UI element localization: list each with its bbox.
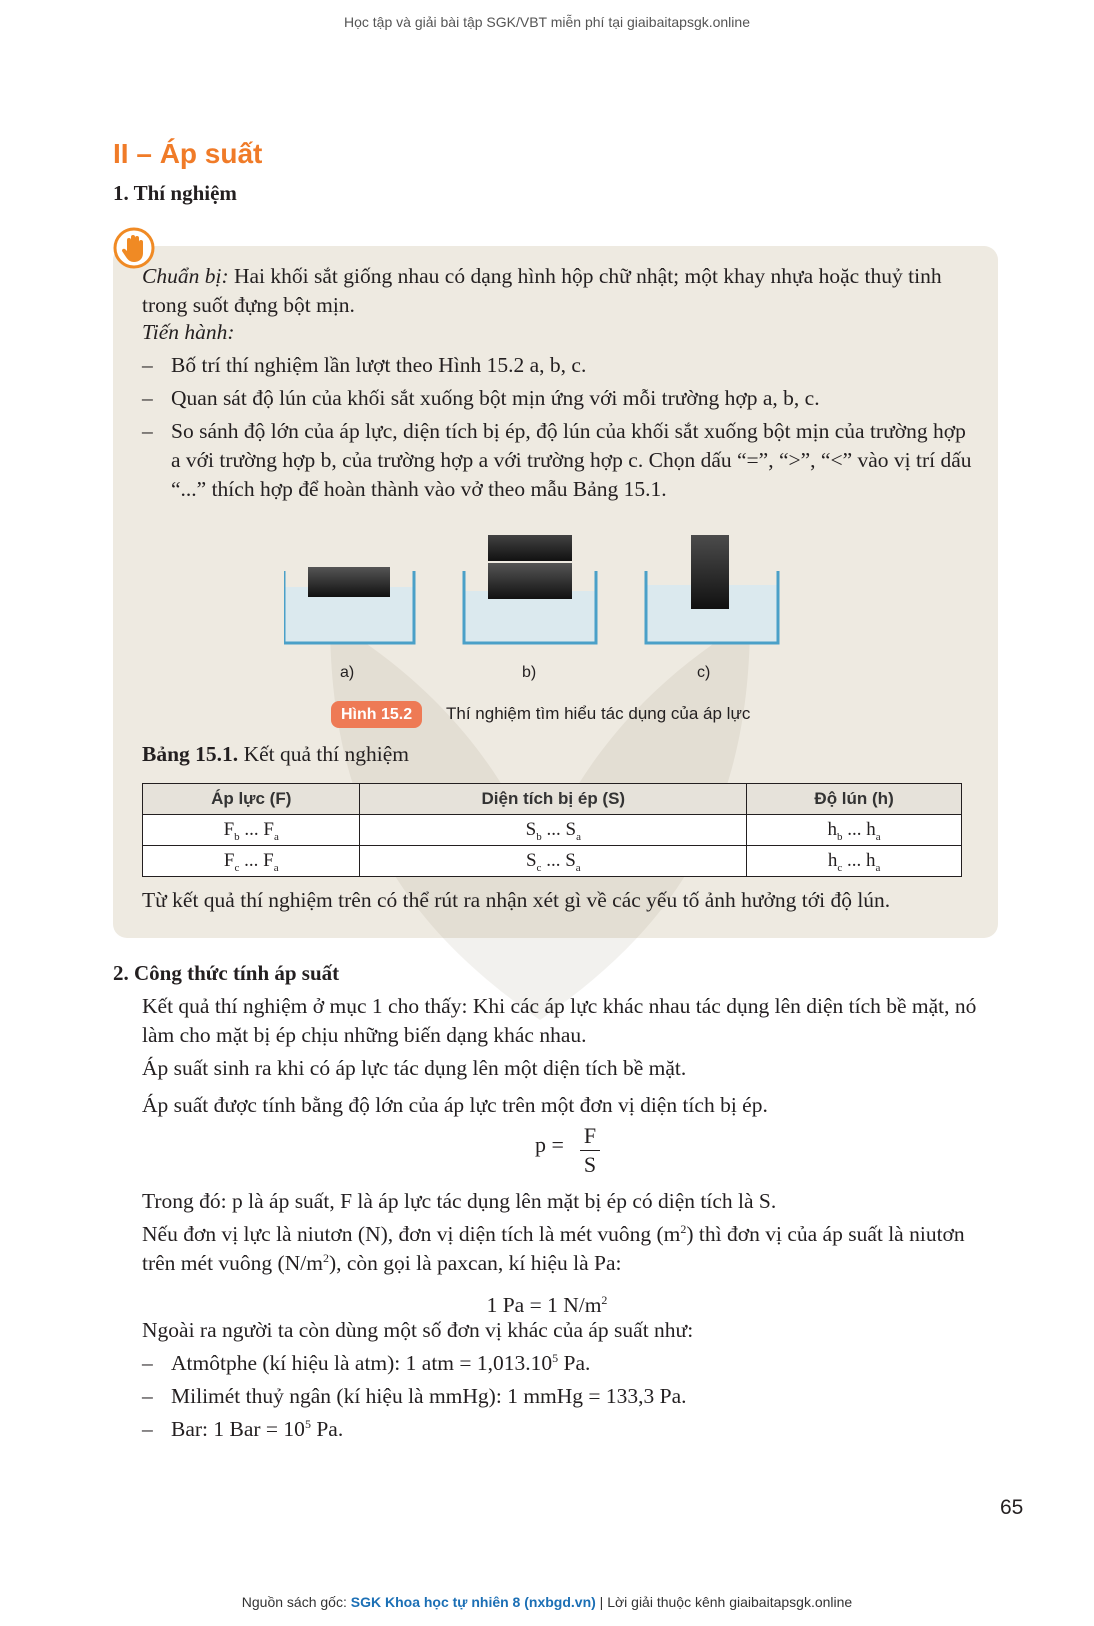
table-header-row [143, 784, 962, 815]
paragraph: Áp suất sinh ra khi có áp lực tác dụng lên một diện tích bề mặt. [142, 1056, 687, 1080]
tray-c [646, 535, 778, 643]
dash-marker: – [142, 353, 153, 377]
formula-denominator: S [583, 1152, 597, 1177]
table-row [143, 846, 962, 877]
tray-b [464, 535, 596, 643]
dash-marker: – [142, 1417, 153, 1441]
unit-equation: 1 Pa = 1 $N/m^2$ [486, 1292, 608, 1317]
step-text: So sánh độ lớn của áp lực, diện tích bị ép, độ lún của khối sắt xuống bột mịn của trường hợp a với trường hợp b, của trường hợp a với trường hợp c. Chọn dấu “=”, “>”, “<” vào vị trí dấu “...” thích hợp để hoàn thành vào vở theo mẫu Bảng 15.1. [171, 419, 972, 501]
paragraph: Ngoài ra người ta còn dùng một số đơn vị khác của áp suất như: [142, 1318, 694, 1342]
step-text: Bố trí thí nghiệm lần lượt theo Hình 15.2 a, b, c. [171, 353, 587, 377]
subsection-title-formula: 2. Công thức tính áp suất [113, 961, 340, 985]
dash-marker: – [142, 419, 153, 443]
header-depth: Độ lún (h) [747, 784, 962, 815]
table-cell: $h_c$ ... $h_a$ [747, 846, 962, 877]
formula-numerator: F [580, 1122, 600, 1151]
footer-suffix: | Lời giải thuộc kênh giaibaitapsgk.online [595, 1594, 853, 1610]
preparation-label: Chuẩn bị: [142, 264, 229, 288]
tray-a [284, 567, 414, 643]
footer [0, 1594, 1094, 1610]
table-title-text: Kết quả thí nghiệm [238, 742, 409, 766]
paragraph: Áp suất được tính bằng độ lớn của áp lực trên một đơn vị diện tích bị ép. [142, 1093, 768, 1117]
table-row [143, 815, 962, 846]
procedure-label [142, 318, 972, 347]
table-cell: $S_b$ ... $S_a$ [360, 815, 747, 846]
dash-marker: – [142, 1351, 153, 1375]
paragraph: Kết quả thí nghiệm ở mục 1 cho thấy: Khi các áp lực khác nhau tác dụng lên diện tích bề mặt, nó làm cho mặt bị ép chịu những biến dạng khác nhau. [142, 994, 977, 1047]
paragraph: Trong đó: p là áp suất, F là áp lực tác dụng lên mặt bị ép có diện tích là S. [142, 1189, 777, 1213]
figure-label-b: b) [522, 664, 537, 681]
table-title-number: Bảng 15.1. [142, 742, 239, 766]
table-cell: $F_b$ ... $F_a$ [143, 815, 360, 846]
footer-prefix: Nguồn sách gốc: [241, 1594, 351, 1610]
header-area: Diện tích bị ép (S) [360, 784, 747, 815]
figure-badge: Hình 15.2 [331, 701, 422, 728]
section-title: II – Áp suất [113, 138, 263, 169]
result-table [142, 783, 962, 877]
formula-fraction [580, 1122, 600, 1179]
table-cell: $F_c$ ... $F_a$ [143, 846, 360, 877]
header-note: Học tập và giải bài tập SGK/VBT miễn phí tại giaibaitapsgk.online [344, 14, 750, 30]
figure-label-a: a) [340, 664, 355, 681]
page-number: 65 [1000, 1496, 1024, 1519]
preparation-text [142, 262, 972, 320]
subsection-title-experiment: 1. Thí nghiệm [113, 181, 237, 205]
table-cell: $h_b$ ... $h_a$ [747, 815, 962, 846]
table-title [142, 742, 409, 767]
paragraph-units: Nếu đơn vị lực là niutơn (N), đơn vị diện tích là mét vuông $(m^2)$ thì đơn vị của áp suất là niutơn trên mét vuông $(N/m^2)$, còn gọi là paxcan, kí hiệu là Pa: [142, 1221, 965, 1275]
figure-caption: Thí nghiệm tìm hiểu tác dụng của áp lực [446, 704, 751, 723]
preparation-body: Hai khối sắt giống nhau có dạng hình hộp chữ nhật; một khay nhựa hoặc thuỷ tinh trong suốt đựng bột mịn. [142, 264, 942, 317]
step-text: Quan sát độ lún của khối sắt xuống bột mịn ứng với mỗi trường hợp a, b, c. [171, 386, 820, 410]
formula-lhs: p = [535, 1132, 564, 1157]
dash-marker: – [142, 1384, 153, 1408]
figure-label-c: c) [697, 664, 711, 681]
procedure-label-text: Tiến hành: [142, 320, 235, 344]
header-force: Áp lực (F) [143, 784, 360, 815]
activity-question: Từ kết quả thí nghiệm trên có thể rút ra nhận xét gì về các yếu tố ảnh hưởng tới độ lún. [142, 888, 891, 912]
dash-marker: – [142, 386, 153, 410]
footer-book-link[interactable]: SGK Khoa học tự nhiên 8 (nxbgd.vn) [350, 1594, 596, 1610]
figure-15-2-illustration [284, 535, 824, 675]
pressure-formula [535, 1123, 597, 1177]
table-cell: $S_c$ ... $S_a$ [360, 846, 747, 877]
